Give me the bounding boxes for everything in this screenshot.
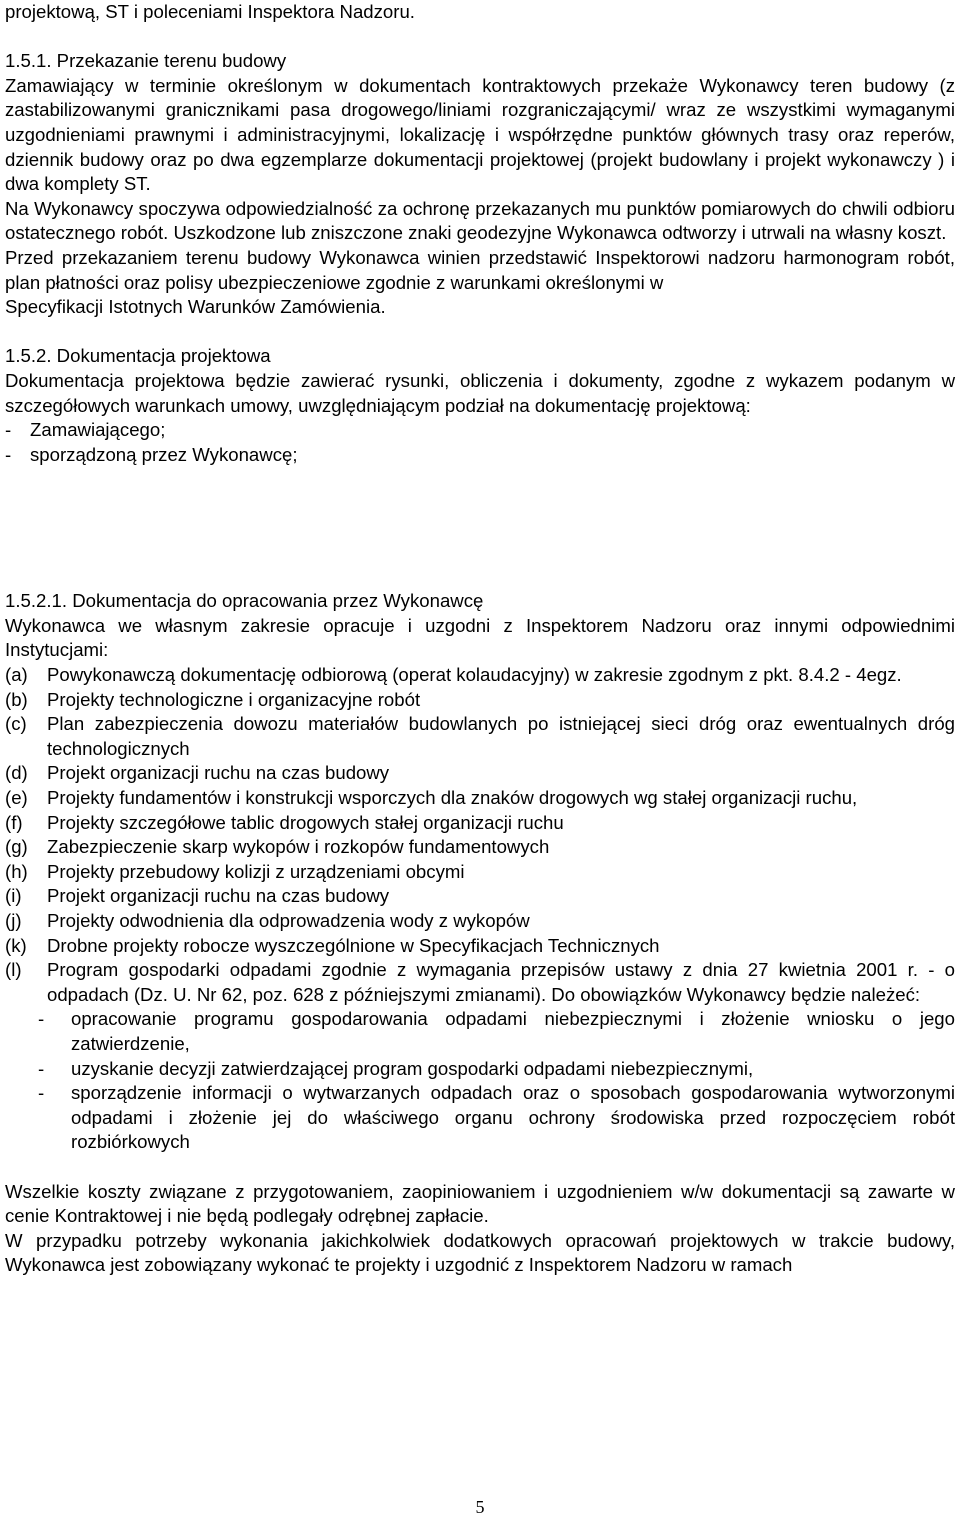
- paragraph: Dokumentacja projektowa będzie zawierać rysunki, obliczenia i dokumenty, zgodne z wykazem podanym w szczegółowych warunkach umowy, uwzględniającym podział na dokumentację projektową:: [5, 369, 955, 416]
- paragraph: Wykonawca we własnym zakresie opracuje i uzgodni z Inspektorem Nadzoru oraz innymi odpowiednimi Instytucjami:: [5, 614, 955, 661]
- dash-item-text: Zamawiającego;: [30, 419, 166, 441]
- list-item-label: (f): [5, 811, 23, 833]
- list-item-text: Zabezpieczenie skarp wykopów i rozkopów fundamentowych: [47, 836, 550, 858]
- obligations-list: [5, 1007, 955, 1155]
- list-item: [5, 712, 955, 761]
- list-item: [5, 884, 955, 909]
- list-item-text: Projekty technologiczne i organizacyjne robót: [47, 688, 421, 710]
- list-item-text: Plan zabezpieczenia dowozu materiałów budowlanych po istniejącej sieci dróg oraz ewentualnych dróg technologicznych: [47, 713, 955, 759]
- list-item: [5, 835, 955, 860]
- list-item: [5, 761, 955, 786]
- list-item: [5, 909, 955, 934]
- dash-list-item: - sporządzoną przez Wykonawcę;: [5, 443, 955, 468]
- list-item-text: Program gospodarki odpadami zgodnie z wymagania przepisów ustawy z dnia 27 kwietnia 2001 r. - o odpadach (Dz. U. Nr 62, poz. 628 z późniejszymi zmianami). Do obowiązków Wykonawcy będzie należeć:: [47, 959, 955, 1005]
- sub-list-item: - uzyskanie decyzji zatwierdzającej program gospodarki odpadami niebezpiecznymi,: [38, 1057, 955, 1082]
- page-number: 5: [475, 1497, 485, 1517]
- sub-list-item-text: uzyskanie decyzji zatwierdzającej program gospodarki odpadami niebezpiecznymi,: [71, 1057, 754, 1079]
- list-item-text: Projekty przebudowy kolizji z urządzeniami obcymi: [47, 860, 465, 882]
- paragraph: W przypadku potrzeby wykonania jakichkolwiek dodatkowych opracowań projektowych w trakcie budowy, Wykonawca jest zobowiązany wykonać te projekty i uzgodnić z Inspektorem Nadzoru w ramach: [5, 1229, 955, 1276]
- list-item-text: Projekty odwodnienia dla odprowadzenia wody z wykopów: [47, 910, 530, 931]
- list-item: [5, 663, 955, 688]
- list-item-label: (l): [5, 959, 22, 981]
- document-page: [5, 0, 955, 1278]
- list-item-label: (h): [5, 860, 28, 882]
- paragraph: Przed przekazaniem terenu budowy Wykonawca winien przedstawić Inspektorowi nadzoru harmonogram robót, plan płatności oraz polisy ubezpieczeniowe zgodnie z warunkami określonymi w: [5, 246, 955, 293]
- section-heading-1-5-1: 1.5.1. Przekazanie terenu budowy: [5, 50, 287, 72]
- paragraph: Na Wykonawcy spoczywa odpowiedzialność za ochronę przekazanych mu punktów pomiarowych do chwili odbioru ostatecznego robót. Uszkodzone lub zniszczone znaki geodezyjne Wykonawca odtworzy i utrwali na własny koszt.: [5, 197, 955, 244]
- list-item-text: Projekt organizacji ruchu na czas budowy: [47, 762, 390, 784]
- sub-list-item-text: sporządzenie informacji o wytwarzanych odpadach oraz o sposobach gospodarowania wytworzonymi odpadami i złożenie jej do właściwego organu ochrony środowiska przed rozpoczęciem robót rozbiórkowych: [71, 1082, 955, 1153]
- list-item-label: (i): [5, 885, 22, 907]
- list-item: [5, 811, 955, 836]
- list-item-label: (b): [5, 688, 28, 710]
- paragraph: Specyfikacji Istotnych Warunków Zamówienia.: [5, 296, 386, 318]
- list-item-text: Drobne projekty robocze wyszczególnione w Specyfikacjach Technicznych: [47, 934, 660, 956]
- paragraph: Zamawiający w terminie określonym w dokumentach kontraktowych przekaże Wykonawcy teren budowy (z zastabilizowanymi granicznikami pasa drogowego/liniami rozgraniczającymi/ wraz ze wszystkimi wymaganymi uzgodnieniami prawnymi i administracyjnymi, lokalizację i współrzędne punktów głównych trasy oraz reperów, dziennik budowy oraz po dwa egzemplarze dokumentacji projektowej (projekt budowlany i projekt wykonawczy ) i dwa komplety ST.: [5, 74, 955, 195]
- dash-item-text: sporządzoną przez Wykonawcę;: [30, 443, 298, 465]
- list-item-label: (a): [5, 664, 28, 686]
- list-item: [5, 688, 955, 713]
- list-item-label: (c): [5, 713, 27, 735]
- list-item-text: Projekt organizacji ruchu na czas budowy: [47, 885, 390, 907]
- list-item: [5, 860, 955, 885]
- section-heading-1-5-2-1: 1.5.2.1. Dokumentacja do opracowania przez Wykonawcę: [5, 590, 484, 612]
- list-item: [5, 934, 955, 959]
- dash-list-item: - Zamawiającego;: [5, 418, 955, 443]
- list-item-label: (e): [5, 787, 28, 809]
- list-item-text: Powykonawczą dokumentację odbiorową (operat kolaudacyjny) w zakresie zgodnym z pkt. 8.4.2 - 4egz.: [47, 664, 902, 686]
- list-item-text: Projekty szczegółowe tablic drogowych stałej organizacji ruchu: [47, 811, 564, 833]
- paragraph: Wszelkie koszty związane z przygotowaniem, zaopiniowaniem i uzgodnieniem w/w dokumentacji są zawarte w cenie Kontraktowej i nie będą podlegały odrębnej zapłacie.: [5, 1180, 955, 1227]
- list-item-label: (j): [5, 910, 22, 931]
- section-heading-1-5-2: 1.5.2. Dokumentacja projektowa: [5, 345, 271, 367]
- continued-line: projektową, ST i poleceniami Inspektora Nadzoru.: [5, 1, 415, 22]
- list-item-label: (k): [5, 934, 27, 956]
- list-item: [5, 958, 955, 1007]
- sub-list-item: - opracowanie programu gospodarowania odpadami niebezpiecznymi i złożenie wniosku o jego zatwierdzenie,: [38, 1007, 955, 1056]
- lettered-list: [5, 663, 955, 1007]
- sub-list-item-text: opracowanie programu gospodarowania odpadami niebezpiecznymi i złożenie wniosku o jego zatwierdzenie,: [71, 1008, 955, 1054]
- sub-list-item: - sporządzenie informacji o wytwarzanych odpadach oraz o sposobach gospodarowania wytworzonymi odpadami i złożenie jej do właściwego organu ochrony środowiska przed rozpoczęciem robót rozbiórkowych: [38, 1081, 955, 1155]
- list-item: [5, 786, 955, 811]
- list-item-label: (d): [5, 762, 28, 784]
- list-item-text: Projekty fundamentów i konstrukcji wsporczych dla znaków drogowych wg stałej organizacji ruchu,: [47, 787, 858, 809]
- list-item-label: (g): [5, 836, 28, 858]
